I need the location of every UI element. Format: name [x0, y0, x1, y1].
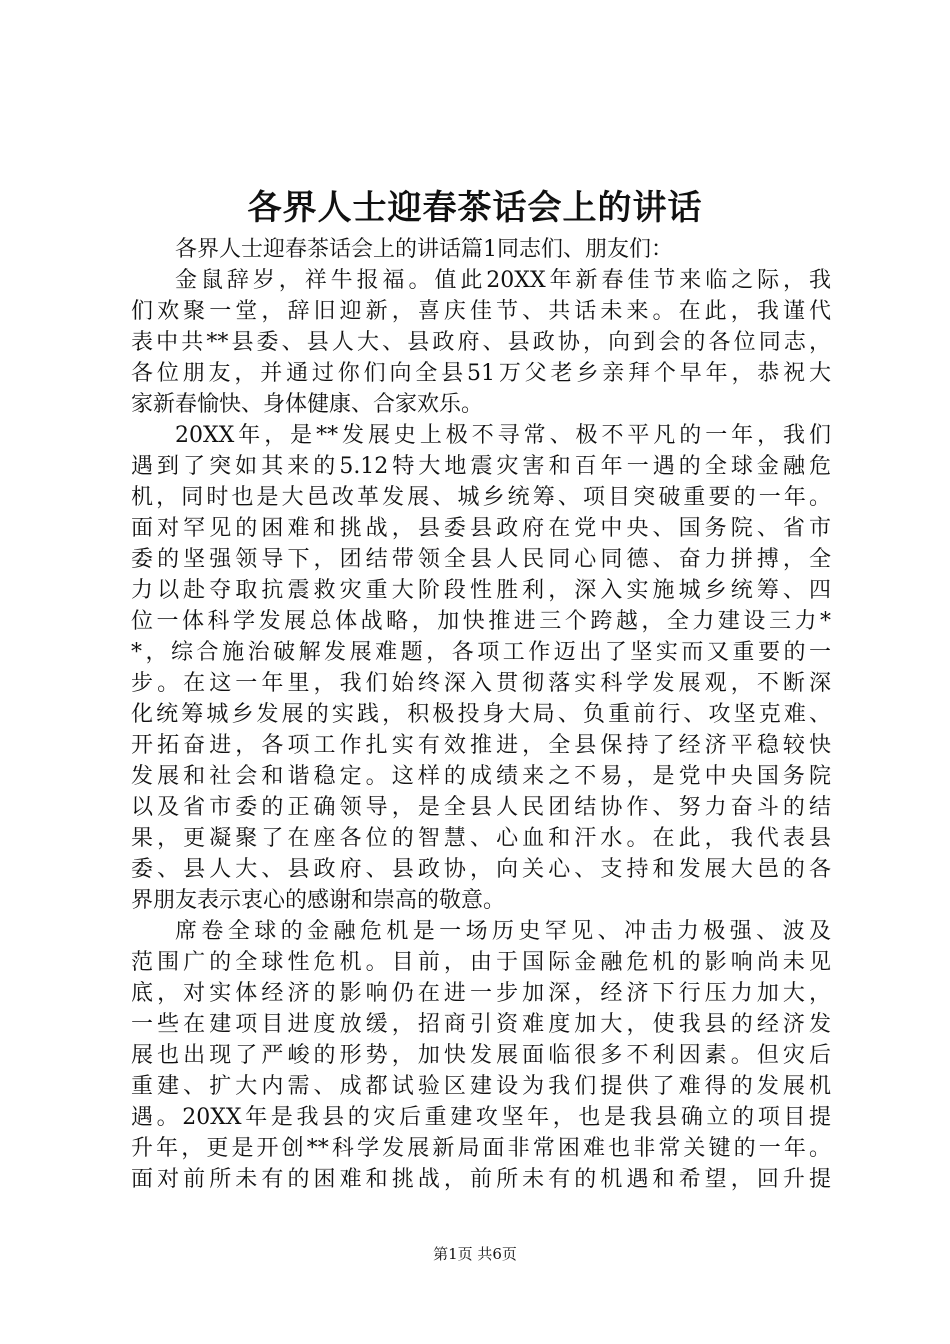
- paragraph-line: 化统筹城乡发展的实践，积极投身大局、负重前行、攻坚克难、: [131, 702, 831, 727]
- paragraph-line: 委的坚强领导下，团结带领全县人民同心同德、奋力拼搏，全: [131, 547, 831, 572]
- paragraph-line: 席卷全球的金融危机是一场历史罕见、冲击力极强、波及: [175, 919, 831, 944]
- paragraph-line: 表中共**县委、县人大、县政府、县政协，向到会的各位同志，: [131, 330, 831, 355]
- paragraph-line: 界朋友表示衷心的感谢和崇高的敬意。: [131, 888, 506, 913]
- paragraph-line: 遇。20XX年是我县的灾后重建攻坚年，也是我县确立的项目提: [131, 1105, 831, 1130]
- paragraph-line: 范围广的全球性危机。目前，由于国际金融危机的影响尚未见: [131, 950, 831, 975]
- paragraph-line: 底，对实体经济的影响仍在进一步加深，经济下行压力加大，: [131, 981, 831, 1006]
- paragraph-line: 步。在这一年里，我们始终深入贯彻落实科学发展观，不断深: [131, 671, 831, 696]
- paragraph-line: 发展和社会和谐稳定。这样的成绩来之不易，是党中央国务院: [131, 764, 831, 789]
- paragraph-line: 重建、扩大内需、成都试验区建设为我们提供了难得的发展机: [131, 1074, 831, 1099]
- paragraph-line: 委、县人大、县政府、县政协，向关心、支持和发展大邑的各: [131, 857, 831, 882]
- paragraph-line: 们欢聚一堂，辞旧迎新，喜庆佳节、共话未来。在此，我谨代: [131, 299, 831, 324]
- paragraph-line: 各位朋友，并通过你们向全县51万父老乡亲拜个早年，恭祝大: [131, 361, 831, 386]
- paragraph-line: 位一体科学发展总体战略，加快推进三个跨越，全力建设三力*: [131, 609, 831, 634]
- paragraph-line: 面对前所未有的困难和挑战，前所未有的机遇和希望，回升提: [131, 1167, 831, 1192]
- paragraph-line: 金鼠辞岁，祥牛报福。值此20XX年新春佳节来临之际，我: [175, 268, 831, 293]
- paragraph-line: 机，同时也是大邑改革发展、城乡统筹、项目突破重要的一年。: [131, 485, 831, 510]
- paragraph-line: 各界人士迎春茶话会上的讲话篇1同志们、朋友们：: [175, 237, 673, 262]
- paragraph-line: 升年，更是开创**科学发展新局面非常困难也非常关键的一年。: [131, 1136, 831, 1161]
- paragraph-line: 一些在建项目进度放缓，招商引资难度加大，使我县的经济发: [131, 1012, 831, 1037]
- paragraph-line: 20XX年，是**发展史上极不寻常、极不平凡的一年，我们: [175, 423, 831, 448]
- paragraph-line: 面对罕见的困难和挑战，县委县政府在党中央、国务院、省市: [131, 516, 831, 541]
- document-body: [131, 234, 831, 1195]
- page-number: 第1页 共6页: [433, 1245, 517, 1263]
- paragraph-line: 遇到了突如其来的5.12特大地震灾害和百年一遇的全球金融危: [131, 454, 831, 479]
- paragraph-line: *，综合施治破解发展难题，各项工作迈出了坚实而又重要的一: [131, 640, 831, 665]
- paragraph-line: 以及省市委的正确领导，是全县人民团结协作、努力奋斗的结: [131, 795, 831, 820]
- paragraph-line: 果，更凝聚了在座各位的智慧、心血和汗水。在此，我代表县: [131, 826, 831, 851]
- paragraph-line: 开拓奋进，各项工作扎实有效推进，全县保持了经济平稳较快: [131, 733, 831, 758]
- paragraph-line: 展也出现了严峻的形势，加快发展面临很多不利因素。但灾后: [131, 1043, 831, 1068]
- document-title: 各界人士迎春茶话会上的讲话: [247, 188, 703, 228]
- paragraph-line: 家新春愉快、身体健康、合家欢乐。: [131, 392, 484, 417]
- paragraph-line: 力以赴夺取抗震救灾重大阶段性胜利，深入实施城乡统筹、四: [131, 578, 831, 603]
